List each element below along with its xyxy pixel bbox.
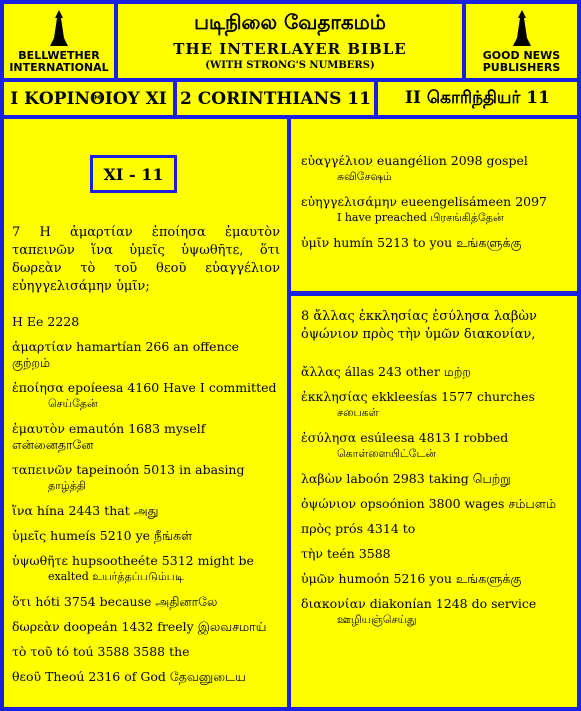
bellwether-logo-icon: [48, 8, 70, 48]
word-entry: [301, 235, 569, 251]
title-block: [118, 4, 462, 78]
left-panel: [4, 119, 287, 707]
word-entry: [301, 496, 569, 512]
word-entry: [301, 596, 569, 628]
word-gloss: ταπεινῶν tapeinoón 5013 in abasing: [12, 462, 245, 477]
word-entry: [12, 644, 280, 660]
word-gloss-continued: கொள்ளையிட்டேன்: [337, 447, 436, 460]
word-gloss: ἐκκλησίας ekkleesías 1577 churches: [301, 389, 535, 404]
word-gloss-continued: ஊழியஞ்செய்து: [337, 613, 417, 626]
right-top-words: [301, 153, 569, 260]
page-title: THE INTERLAYER BIBLE: [173, 40, 407, 58]
verse-8-words: [301, 364, 569, 628]
word-entry: [12, 380, 280, 412]
word-entry: [301, 153, 569, 185]
ref-tamil: II கொரிந்தியர் 11: [378, 82, 577, 115]
ref-greek: Ι ΚΟΡΙΝΘΙΟΥ XI: [4, 82, 173, 115]
word-entry: [301, 194, 569, 226]
word-entry: [12, 669, 280, 685]
word-entry: [12, 528, 280, 544]
word-gloss-continued: தாழ்த்தி: [48, 479, 86, 492]
word-gloss: ὑμῶν humoón 5216 you உங்களுக்கு: [301, 571, 522, 586]
word-gloss-continued: exalted உயர்த்தப்படும்படி: [48, 570, 184, 583]
word-gloss: ὅτι hóti 3754 because அதினாலே: [12, 594, 218, 609]
good-news-logo-icon: [511, 8, 533, 48]
left-logo-text: BELLWETHER INTERNATIONAL: [9, 49, 109, 74]
word-gloss: ὀψώνιον opsoónion 3800 wages சம்பளம்: [301, 496, 557, 511]
word-gloss: λαβὼν laboón 2983 taking பெற்று: [301, 471, 511, 486]
word-entry: [301, 389, 569, 421]
word-entry: [12, 503, 280, 519]
word-entry: [301, 546, 569, 562]
chapter-label: XI - 11: [90, 155, 177, 193]
word-entry: [301, 364, 569, 380]
word-gloss: ὑμῖν humín 5213 to you உங்களுக்கு: [301, 235, 522, 250]
word-gloss: θεοῦ Theoú 2316 of God தேவனுடைய: [12, 669, 246, 684]
word-gloss: εὐηγγελισάμην eueengelisámeen 2097: [301, 194, 548, 209]
word-entry: [12, 339, 280, 371]
ref-english: 2 CORINTHIANS 11: [177, 82, 374, 115]
word-entry: [12, 619, 280, 635]
verse-7-words: [12, 314, 280, 685]
right-logo-text: GOOD NEWS PUBLISHERS: [482, 49, 561, 74]
word-gloss: Η Ee 2228: [12, 314, 80, 329]
word-gloss-continued: செய்தேன்: [48, 397, 98, 410]
word-entry: [12, 314, 280, 330]
word-entry: [301, 521, 569, 537]
word-gloss: δωρεὰν doореán 1432 freely இலவசமாய்: [12, 619, 267, 634]
right-bottom-panel: [291, 296, 577, 707]
word-gloss-continued: I have preached பிரசங்கித்தேன்: [337, 211, 504, 224]
word-gloss: διακονίαν diakonían 1248 do service: [301, 596, 537, 611]
word-gloss: τὸ τοῦ tó toú 3588 3588 the: [12, 644, 190, 659]
word-gloss: ἐποίησα epoíeesa 4160 Have I committed: [12, 380, 277, 395]
word-gloss: ὑμεῖς humeís 5210 ye நீங்கள்: [12, 528, 193, 543]
word-entry: [12, 462, 280, 494]
word-entry: [12, 421, 280, 453]
word-gloss: ἵνα hína 2443 that அது: [12, 503, 159, 518]
right-top-panel: [291, 119, 577, 291]
right-logo: [466, 4, 577, 78]
word-entry: [301, 571, 569, 587]
left-logo: [4, 4, 114, 78]
verse-7-text: 7 Η ἁμαρτίαν ἐποίησα ἐμαυτὸν ταπεινῶν ἵνα ὑμεῖς ὑψωθῆτε, ὅτι δωρεὰν τὸ τοῦ θεοῦ εὐαγγέλιον εὐηγγελισάμην ὑμῖν;: [12, 225, 280, 294]
word-gloss: εὐαγγέλιον euangélion 2098 gospel: [301, 153, 528, 168]
word-gloss-continued: சுவிசேஷம்: [337, 170, 392, 183]
word-gloss: ἁμαρτίαν hamartían 266 an offence குற்றம்: [12, 339, 240, 370]
word-entry: [301, 471, 569, 487]
word-gloss: ὑψωθῆτε hupsootheéte 5312 might be: [12, 553, 254, 568]
word-gloss: πρὸς prós 4314 to: [301, 521, 416, 536]
word-entry: [12, 553, 280, 585]
page-subtitle: (WITH STRONG'S NUMBERS): [205, 60, 375, 71]
word-gloss-continued: சபைகள்: [337, 406, 379, 419]
word-gloss: ἐμαυτὸν emautón 1683 myself என்னைதானே: [12, 421, 206, 452]
word-gloss: ἄλλας állas 243 other மற்ற: [301, 364, 471, 379]
word-entry: [12, 594, 280, 610]
verse-8-text: 8 ἄλλας ἐκκλησίας ἐσύλησα λαβὼν ὀψώνιον πρὸς τὴν ὑμῶν διακονίαν,: [301, 309, 537, 342]
word-gloss: τὴν teén 3588: [301, 546, 391, 561]
title-tamil: படிநிலை வேதாகமம்: [194, 10, 386, 34]
word-gloss: ἐσύλησα esúleesa 4813 I robbed: [301, 430, 509, 445]
word-entry: [301, 430, 569, 462]
